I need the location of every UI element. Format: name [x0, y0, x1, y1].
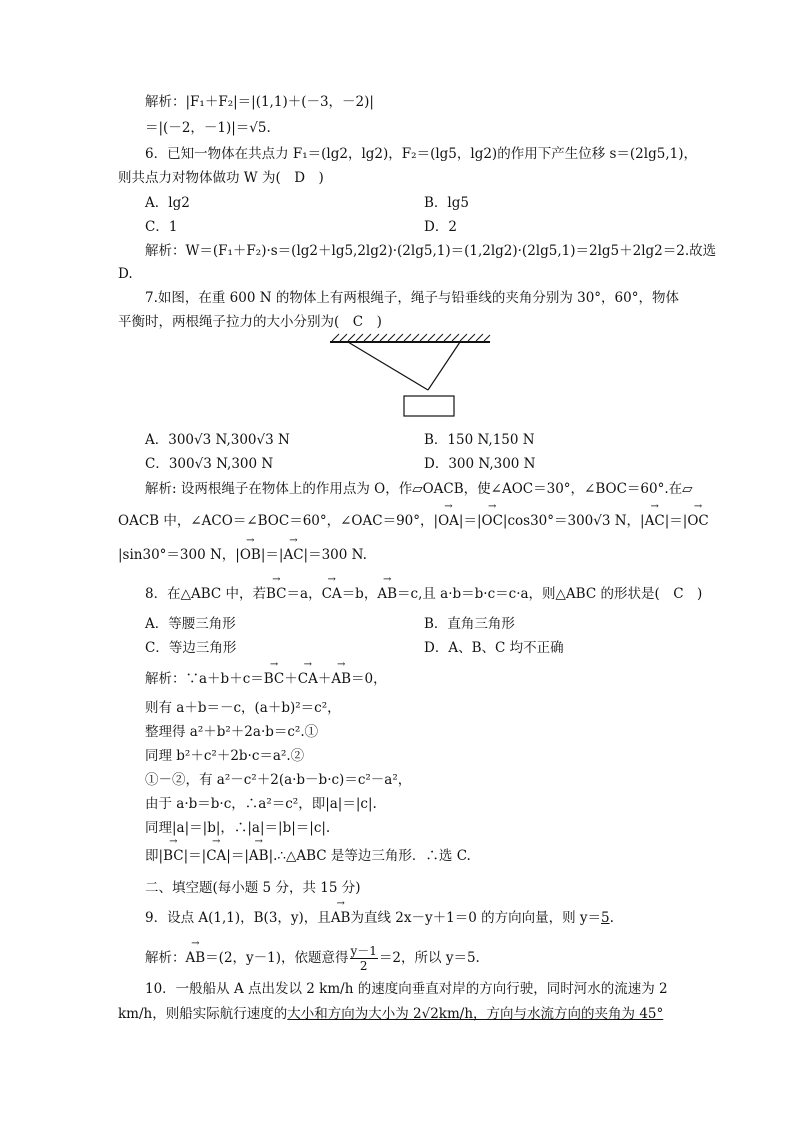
text: 9．设点 A(1,1)，B(3，y)，且	[145, 910, 331, 926]
ceiling-hatching	[332, 334, 490, 341]
vector: → CA	[322, 584, 342, 604]
option-a: A．300√3 N,300√3 N	[145, 432, 290, 448]
vector: → BC	[266, 584, 287, 604]
vector: → AB	[331, 908, 351, 928]
line	[145, 944, 480, 973]
vector: → AB	[249, 846, 269, 866]
text: ＝a，	[286, 586, 322, 602]
answer: 5	[601, 910, 610, 926]
line: ＝|(－2，－1)|＝√5.	[145, 120, 271, 136]
line: 由于 a·b＝b·c，∴a²＝c²，即|a|＝|c|.	[145, 796, 377, 812]
line	[118, 1004, 663, 1024]
line: 同理|a|＝|b|，∴|a|＝|b|＝|c|.	[145, 820, 331, 836]
line: 则共点力对物体做功 W 为( D )	[118, 170, 324, 186]
line	[145, 669, 387, 689]
vector: → OC	[687, 511, 708, 531]
line	[145, 584, 702, 604]
line: D.	[118, 266, 133, 282]
text: .	[609, 910, 614, 926]
option-c: C．等边三角形	[145, 640, 237, 656]
text: ＝c,且 a·b＝b·c＝c·a，则△ABC 的形状是( C )	[397, 586, 703, 602]
vector: → AB	[377, 584, 397, 604]
section-heading: 二、填空题(每小题 5 分，共 15 分)	[145, 880, 361, 896]
option-b: B．150 N,150 N	[424, 432, 535, 448]
text: 为直线 2x－y＋1＝0 的方向向量，则 y＝	[350, 910, 601, 926]
line: 则有 a＋b＝－c，(a＋b)²＝c²，	[145, 700, 341, 716]
text: ＋	[317, 671, 332, 687]
vector: → OA	[438, 511, 459, 531]
text: |＝|	[458, 513, 482, 529]
line	[118, 545, 367, 565]
text: 8．在△ABC 中，若	[145, 586, 267, 602]
text: |＝|	[226, 848, 249, 864]
option-d: D．A、B、C 均不正确	[424, 640, 564, 656]
vector: → BC	[264, 669, 285, 689]
line: 解析：|F₁＋F₂|＝|(1,1)＋(－3，－2)|	[145, 94, 374, 110]
fraction-denominator: 2	[359, 959, 368, 973]
line: 10．一般船从 A 点出发以 2 km/h 的速度向垂直对岸的方向行驶，同时河水的流速为 2	[145, 981, 668, 997]
option-c: C．1	[145, 219, 178, 235]
line: ①－②，有 a²－c²＋2(a·b－b·c)＝c²－a²，	[145, 772, 412, 788]
text: |＝|	[260, 547, 284, 563]
text: ＋	[284, 671, 298, 687]
vector: → CA	[298, 669, 318, 689]
text: ＝(2，y－1)，依题意得	[205, 950, 349, 966]
option-b: B．lg5	[424, 195, 469, 211]
line	[145, 846, 471, 866]
answer: 大小和方向为大小为 2√2km/h，方向与水流方向的夹角为 45°	[287, 1006, 664, 1022]
vector: → CA	[206, 846, 226, 866]
text: 即|	[145, 848, 164, 864]
option-c: C．300√3 N,300 N	[145, 456, 274, 472]
text: |＝|	[183, 848, 207, 864]
vector: → BC	[163, 846, 184, 866]
text: |＝300 N.	[303, 547, 367, 563]
line	[145, 908, 614, 928]
vector: → AC	[283, 545, 303, 565]
weight-block	[404, 396, 454, 416]
text: |sin30°＝300 N，|	[118, 547, 240, 563]
fraction	[350, 944, 378, 973]
text: |cos30°＝300√3 N，|	[502, 513, 645, 529]
option-b: B．直角三角形	[424, 616, 515, 632]
text: |＝|	[664, 513, 688, 529]
rope-right	[428, 342, 460, 390]
vector: → AC	[645, 511, 665, 531]
rope-diagram	[320, 332, 495, 422]
rope-left	[348, 342, 428, 390]
text: OACB 中，∠ACO＝∠BOC＝60°，∠OAC＝90°，|	[118, 513, 439, 529]
text: ＝b，	[341, 586, 378, 602]
vector: → AB	[331, 669, 351, 689]
text: km/h，则船实际航行速度的	[118, 1006, 288, 1022]
text: |.∴△ABC 是等边三角形．∴选 C.	[268, 848, 471, 864]
line: 解析：W＝(F₁＋F₂)·s＝(lg2＋lg5,2lg2)·(2lg5,1)＝(1,2lg2)·(2lg5,1)＝2lg5＋2lg2＝2.故选	[145, 243, 717, 259]
option-a: A．等腰三角形	[145, 616, 236, 632]
line: 平衡时，两根绳子拉力的大小分别为( C )	[118, 314, 382, 330]
vector: → OB	[240, 545, 261, 565]
vector: → OC	[482, 511, 503, 531]
line: 6．已知一物体在共点力 F₁＝(lg2，lg2)，F₂＝(lg5，lg2)的作用下产生位移 s＝(2lg5,1)，	[145, 146, 697, 162]
option-a: A．lg2	[145, 195, 190, 211]
vector: → AB	[186, 948, 206, 968]
line: 解析: 设两根绳子在物体上的作用点为 O，作▱OACB，使∠AOC＝30°，∠BOC＝60°.在▱	[145, 481, 693, 497]
line: 同理 b²＋c²＋2b·c＝a².②	[145, 748, 305, 764]
line: 7.如图，在重 600 N 的物体上有两根绳子，绳子与铅垂线的夹角分别为 30°，60°，物体	[145, 290, 679, 306]
fraction-numerator: y－1	[350, 944, 377, 958]
option-d: D．300 N,300 N	[424, 456, 536, 472]
line	[118, 511, 709, 531]
text: 解析：∵a＋b＋c＝	[145, 671, 264, 687]
option-d: D．2	[424, 219, 457, 235]
text: 解析：	[145, 950, 186, 966]
text: ＝0，	[351, 671, 387, 687]
text: ＝2，所以 y＝5.	[378, 950, 480, 966]
line: 整理得 a²＋b²＋2a·b＝c².①	[145, 724, 319, 740]
